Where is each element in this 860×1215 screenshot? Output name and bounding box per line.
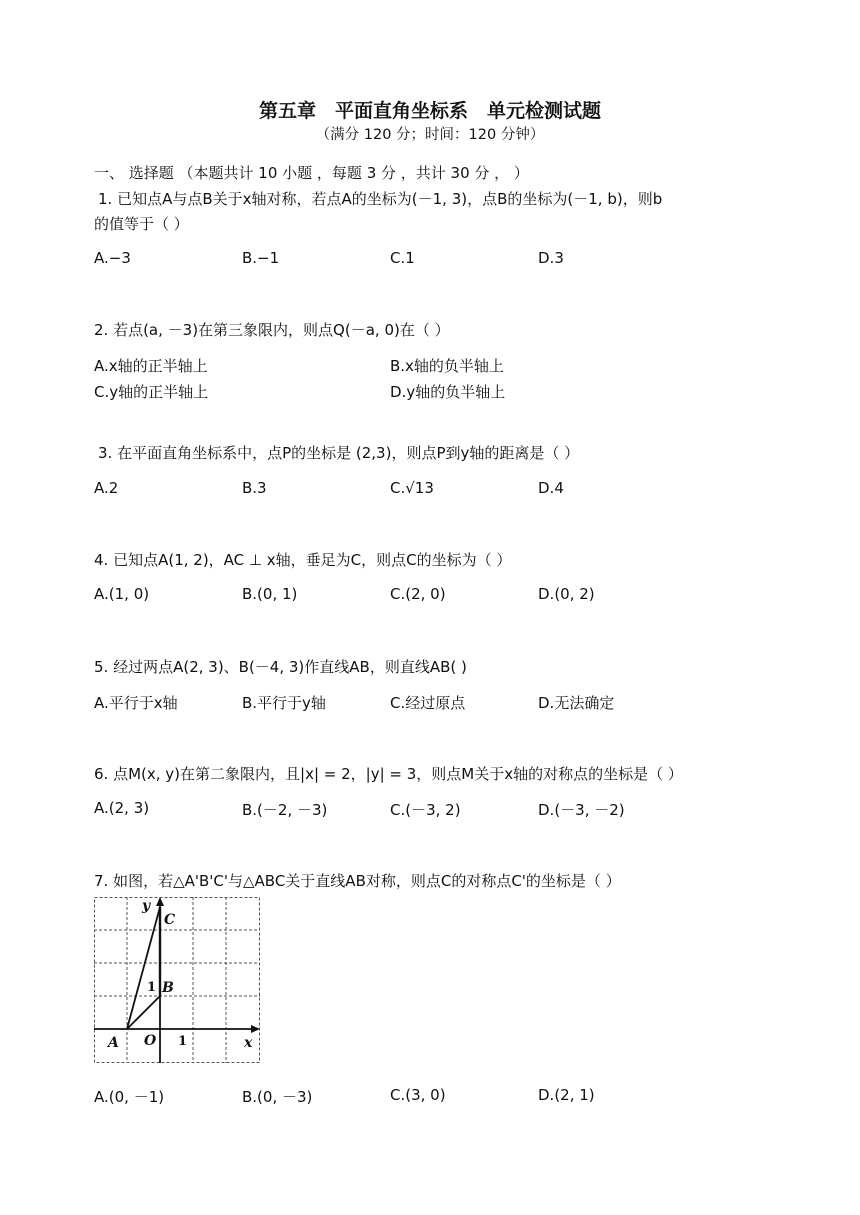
section-heading: 一、 选择题 （本题共计 10 小题 ，每题 3 分 ，共计 30 分 ， ） xyxy=(94,164,529,182)
q3-option-a: A.2 xyxy=(94,479,119,497)
q2-option-b: B.x轴的负半轴上 xyxy=(390,357,504,375)
q1-option-d: D.3 xyxy=(538,249,564,267)
q5-option-b: B.平行于y轴 xyxy=(242,694,326,712)
figure-label-a: A xyxy=(108,1035,119,1051)
q4-option-b: B.(0, 1) xyxy=(242,585,298,603)
q3-option-d: D.4 xyxy=(538,479,564,497)
question-3-text: 3. 在平面直角坐标系中，点P的坐标是 (2,3)，则点P到y轴的距离是（ ） xyxy=(98,444,580,462)
question-1-text-cont: 的值等于（ ） xyxy=(94,215,189,233)
figure-label-one-x: 1 xyxy=(178,1034,188,1049)
q7-option-d: D.(2, 1) xyxy=(538,1086,595,1104)
figure-label-one-y: 1 xyxy=(147,980,157,995)
q2-option-a: A.x轴的正半轴上 xyxy=(94,357,208,375)
figure-label-b: B xyxy=(162,980,174,996)
q6-option-a: A.(2, 3) xyxy=(94,799,150,817)
question-7-text: 7. 如图，若△A'B'C'与△ABC关于直线AB对称，则点C的对称点C'的坐标是（ ） xyxy=(94,872,621,890)
figure-label-x: x xyxy=(244,1035,253,1051)
q6-option-c: C.(－3, 2) xyxy=(390,801,461,819)
q3-option-c: C.√13 xyxy=(390,479,434,497)
q4-option-d: D.(0, 2) xyxy=(538,585,595,603)
q1-option-b: B.−1 xyxy=(242,249,280,267)
q5-option-a: A.平行于x轴 xyxy=(94,694,178,712)
question-4-text: 4. 已知点A(1, 2)，AC ⊥ x轴，垂足为C，则点C的坐标为（ ） xyxy=(94,551,512,569)
q6-option-b: B.(－2, －3) xyxy=(242,801,328,819)
q5-option-c: C.经过原点 xyxy=(390,694,466,712)
q4-option-a: A.(1, 0) xyxy=(94,585,150,603)
q7-option-c: C.(3, 0) xyxy=(390,1086,446,1104)
question-5-text: 5. 经过两点A(2, 3)、B(－4, 3)作直线AB，则直线AB( ) xyxy=(94,658,467,676)
question-1-text: 1. 已知点A与点B关于x轴对称，若点A的坐标为(－1, 3)，点B的坐标为(－1, b)，则b xyxy=(98,190,663,208)
q1-option-a: A.−3 xyxy=(94,249,131,267)
q1-option-c: C.1 xyxy=(390,249,415,267)
q3-option-b: B.3 xyxy=(242,479,267,497)
q6-option-d: D.(－3, －2) xyxy=(538,801,625,819)
q7-option-b: B.(0, －3) xyxy=(242,1088,313,1106)
figure-label-y: y xyxy=(142,898,151,914)
q7-option-a: A.(0, －1) xyxy=(94,1088,165,1106)
question-6-text: 6. 点M(x, y)在第二象限内，且|x| = 2，|y| = 3，则点M关于x轴的对称点的坐标是（ ） xyxy=(94,765,683,783)
figure-label-c: C xyxy=(164,912,176,928)
q5-option-d: D.无法确定 xyxy=(538,694,615,712)
q2-option-c: C.y轴的正半轴上 xyxy=(94,383,209,401)
figure-label-o: O xyxy=(144,1033,157,1049)
q2-option-d: D.y轴的负半轴上 xyxy=(390,383,506,401)
q4-option-c: C.(2, 0) xyxy=(390,585,446,603)
page-title: 第五章 平面直角坐标系 单元检测试题 xyxy=(258,100,601,122)
question-2-text: 2. 若点(a, －3)在第三象限内，则点Q(－a, 0)在（ ） xyxy=(94,321,450,339)
coordinate-grid-figure xyxy=(94,897,260,1063)
page-subtitle: （满分 120 分；时间：120 分钟） xyxy=(315,127,545,143)
